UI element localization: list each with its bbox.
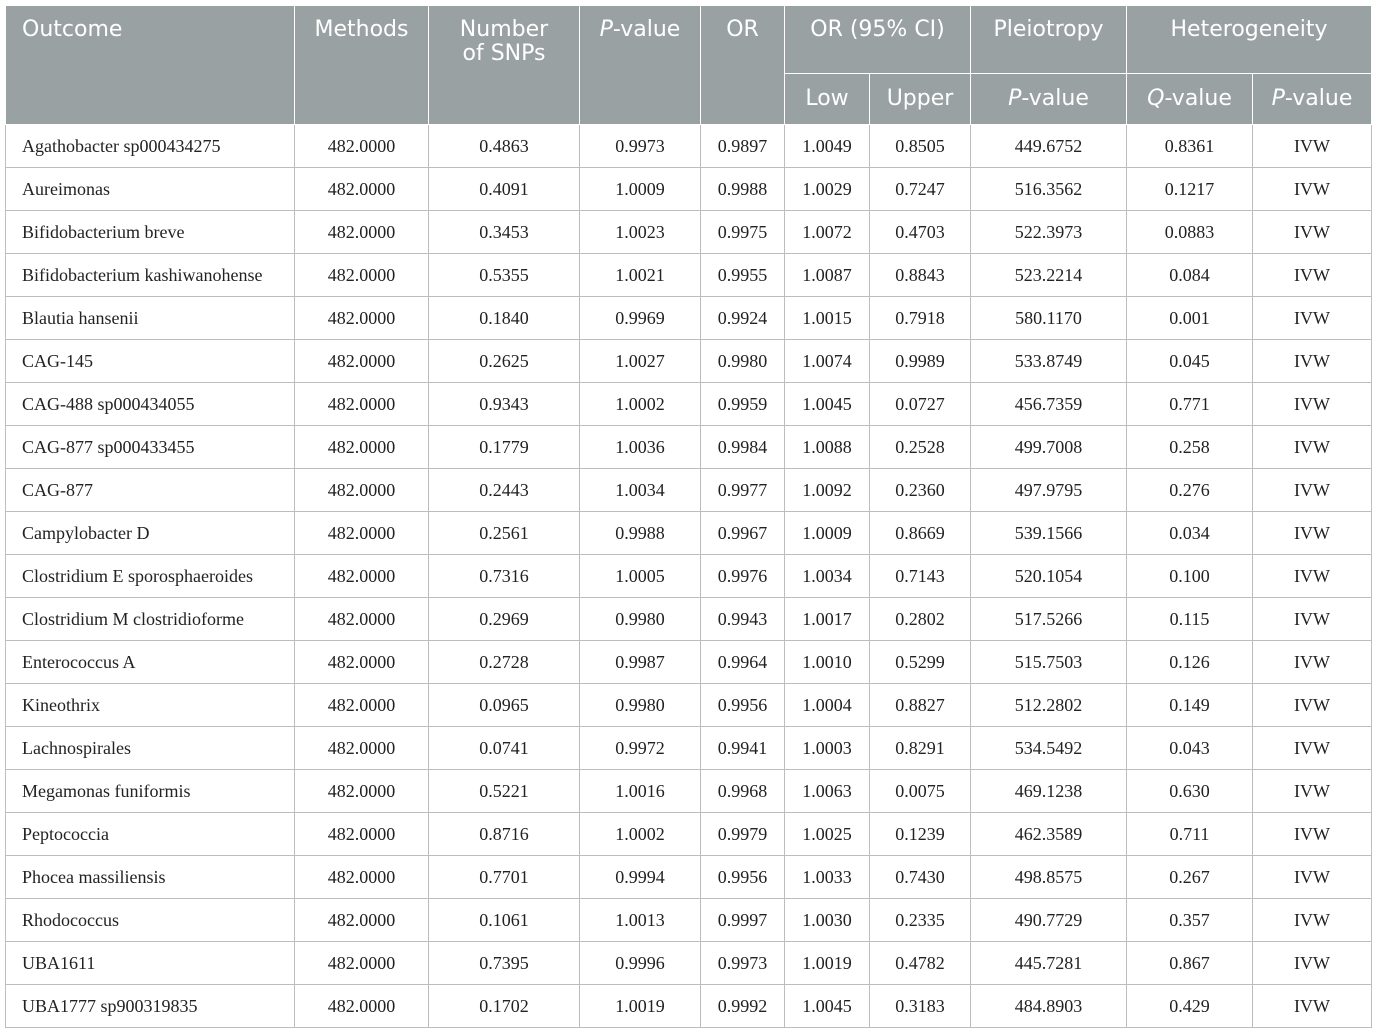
header-pleiotropy-p-rest: -value bbox=[1021, 86, 1089, 111]
or-low-cell: 1.0029 bbox=[785, 168, 870, 211]
heterogeneity-p-value-cell: IVW bbox=[1253, 856, 1372, 899]
heterogeneity-p-value-cell: IVW bbox=[1253, 168, 1372, 211]
or-cell: 0.9976 bbox=[701, 555, 785, 598]
or-low-cell: 1.0010 bbox=[785, 641, 870, 684]
table-row bbox=[6, 813, 1372, 856]
p-value-cell: 0.9994 bbox=[580, 856, 701, 899]
header-heterogeneity-p-italic: P bbox=[1271, 86, 1285, 111]
or-low-cell: 1.0088 bbox=[785, 426, 870, 469]
p-value-cell: 1.0005 bbox=[580, 555, 701, 598]
or-upper-cell: 0.8827 bbox=[870, 684, 971, 727]
heterogeneity-p-value-cell: IVW bbox=[1253, 469, 1372, 512]
outcome-cell: Clostridium E sporosphaeroides bbox=[6, 555, 295, 598]
table-row bbox=[6, 168, 1372, 211]
outcome-cell: Agathobacter sp000434275 bbox=[6, 125, 295, 168]
number-of-snps-cell: 0.2625 bbox=[429, 340, 580, 383]
pleiotropy-p-value-cell: 523.2214 bbox=[971, 254, 1127, 297]
or-upper-cell: 0.2802 bbox=[870, 598, 971, 641]
or-low-cell: 1.0034 bbox=[785, 555, 870, 598]
header-p-value bbox=[580, 6, 701, 125]
outcome-cell: Aureimonas bbox=[6, 168, 295, 211]
outcome-cell: Clostridium M clostridioforme bbox=[6, 598, 295, 641]
outcome-cell: UBA1611 bbox=[6, 942, 295, 985]
header-p-value-italic: P bbox=[599, 17, 613, 42]
or-upper-cell: 0.2335 bbox=[870, 899, 971, 942]
or-cell: 0.9977 bbox=[701, 469, 785, 512]
pleiotropy-p-value-cell: 498.8575 bbox=[971, 856, 1127, 899]
header-upper: Upper bbox=[870, 74, 971, 125]
header-p-value-rest: -value bbox=[612, 17, 681, 42]
or-upper-cell: 0.7918 bbox=[870, 297, 971, 340]
pleiotropy-p-value-cell: 456.7359 bbox=[971, 383, 1127, 426]
heterogeneity-p-value-cell: IVW bbox=[1253, 125, 1372, 168]
header-number-of-snps bbox=[429, 6, 580, 125]
pleiotropy-p-value-cell: 462.3589 bbox=[971, 813, 1127, 856]
heterogeneity-p-value-cell: IVW bbox=[1253, 297, 1372, 340]
or-upper-cell: 0.7143 bbox=[870, 555, 971, 598]
pleiotropy-p-value-cell: 449.6752 bbox=[971, 125, 1127, 168]
header-or: OR bbox=[701, 6, 785, 125]
results-table bbox=[5, 5, 1372, 1028]
heterogeneity-p-value-cell: IVW bbox=[1253, 684, 1372, 727]
p-value-cell: 1.0002 bbox=[580, 383, 701, 426]
number-of-snps-cell: 0.1779 bbox=[429, 426, 580, 469]
outcome-cell: Rhodococcus bbox=[6, 899, 295, 942]
q-value-cell: 0.630 bbox=[1127, 770, 1253, 813]
header-row-1 bbox=[6, 6, 1372, 74]
table-row bbox=[6, 469, 1372, 512]
number-of-snps-cell: 0.9343 bbox=[429, 383, 580, 426]
p-value-cell: 1.0027 bbox=[580, 340, 701, 383]
methods-cell: 482.0000 bbox=[295, 899, 429, 942]
pleiotropy-p-value-cell: 520.1054 bbox=[971, 555, 1127, 598]
table-row bbox=[6, 985, 1372, 1028]
or-low-cell: 1.0092 bbox=[785, 469, 870, 512]
or-upper-cell: 0.5299 bbox=[870, 641, 971, 684]
methods-cell: 482.0000 bbox=[295, 641, 429, 684]
table-row bbox=[6, 555, 1372, 598]
or-cell: 0.9943 bbox=[701, 598, 785, 641]
p-value-cell: 0.9988 bbox=[580, 512, 701, 555]
number-of-snps-cell: 0.5221 bbox=[429, 770, 580, 813]
header-q-value-italic: Q bbox=[1147, 86, 1165, 111]
p-value-cell: 1.0036 bbox=[580, 426, 701, 469]
header-pleiotropy-p-italic: P bbox=[1008, 86, 1022, 111]
or-low-cell: 1.0009 bbox=[785, 512, 870, 555]
p-value-cell: 0.9973 bbox=[580, 125, 701, 168]
number-of-snps-cell: 0.2969 bbox=[429, 598, 580, 641]
or-upper-cell: 0.4703 bbox=[870, 211, 971, 254]
methods-cell: 482.0000 bbox=[295, 813, 429, 856]
pleiotropy-p-value-cell: 517.5266 bbox=[971, 598, 1127, 641]
pleiotropy-p-value-cell: 533.8749 bbox=[971, 340, 1127, 383]
or-cell: 0.9955 bbox=[701, 254, 785, 297]
pleiotropy-p-value-cell: 539.1566 bbox=[971, 512, 1127, 555]
header-heterogeneity-p-rest: -value bbox=[1284, 86, 1353, 111]
q-value-cell: 0.149 bbox=[1127, 684, 1253, 727]
q-value-cell: 0.126 bbox=[1127, 641, 1253, 684]
p-value-cell: 0.9987 bbox=[580, 641, 701, 684]
methods-cell: 482.0000 bbox=[295, 770, 429, 813]
methods-cell: 482.0000 bbox=[295, 254, 429, 297]
or-low-cell: 1.0019 bbox=[785, 942, 870, 985]
outcome-cell: CAG-145 bbox=[6, 340, 295, 383]
methods-cell: 482.0000 bbox=[295, 168, 429, 211]
table-row bbox=[6, 297, 1372, 340]
outcome-cell: Bifidobacterium breve bbox=[6, 211, 295, 254]
or-cell: 0.9997 bbox=[701, 899, 785, 942]
table-row bbox=[6, 598, 1372, 641]
heterogeneity-p-value-cell: IVW bbox=[1253, 426, 1372, 469]
table-row bbox=[6, 899, 1372, 942]
methods-cell: 482.0000 bbox=[295, 125, 429, 168]
or-upper-cell: 0.7247 bbox=[870, 168, 971, 211]
number-of-snps-cell: 0.0741 bbox=[429, 727, 580, 770]
q-value-cell: 0.100 bbox=[1127, 555, 1253, 598]
pleiotropy-p-value-cell: 469.1238 bbox=[971, 770, 1127, 813]
number-of-snps-cell: 0.2728 bbox=[429, 641, 580, 684]
or-upper-cell: 0.8505 bbox=[870, 125, 971, 168]
header-q-value-rest: -value bbox=[1164, 86, 1232, 111]
or-cell: 0.9956 bbox=[701, 856, 785, 899]
header-low: Low bbox=[785, 74, 870, 125]
or-low-cell: 1.0049 bbox=[785, 125, 870, 168]
number-of-snps-cell: 0.7395 bbox=[429, 942, 580, 985]
heterogeneity-p-value-cell: IVW bbox=[1253, 254, 1372, 297]
or-cell: 0.9973 bbox=[701, 942, 785, 985]
q-value-cell: 0.258 bbox=[1127, 426, 1253, 469]
or-cell: 0.9924 bbox=[701, 297, 785, 340]
or-low-cell: 1.0063 bbox=[785, 770, 870, 813]
or-cell: 0.9980 bbox=[701, 340, 785, 383]
number-of-snps-cell: 0.8716 bbox=[429, 813, 580, 856]
or-cell: 0.9975 bbox=[701, 211, 785, 254]
or-upper-cell: 0.2528 bbox=[870, 426, 971, 469]
q-value-cell: 0.276 bbox=[1127, 469, 1253, 512]
header-outcome: Outcome bbox=[6, 6, 295, 125]
outcome-cell: Campylobacter D bbox=[6, 512, 295, 555]
methods-cell: 482.0000 bbox=[295, 340, 429, 383]
pleiotropy-p-value-cell: 534.5492 bbox=[971, 727, 1127, 770]
number-of-snps-cell: 0.7701 bbox=[429, 856, 580, 899]
pleiotropy-p-value-cell: 522.3973 bbox=[971, 211, 1127, 254]
number-of-snps-cell: 0.2443 bbox=[429, 469, 580, 512]
or-low-cell: 1.0072 bbox=[785, 211, 870, 254]
table-body bbox=[6, 125, 1372, 1028]
heterogeneity-p-value-cell: IVW bbox=[1253, 985, 1372, 1028]
heterogeneity-p-value-cell: IVW bbox=[1253, 899, 1372, 942]
or-cell: 0.9984 bbox=[701, 426, 785, 469]
q-value-cell: 0.711 bbox=[1127, 813, 1253, 856]
pleiotropy-p-value-cell: 499.7008 bbox=[971, 426, 1127, 469]
or-upper-cell: 0.9989 bbox=[870, 340, 971, 383]
methods-cell: 482.0000 bbox=[295, 856, 429, 899]
table-row bbox=[6, 942, 1372, 985]
p-value-cell: 0.9969 bbox=[580, 297, 701, 340]
outcome-cell: Peptococcia bbox=[6, 813, 295, 856]
outcome-cell: Megamonas funiformis bbox=[6, 770, 295, 813]
heterogeneity-p-value-cell: IVW bbox=[1253, 727, 1372, 770]
methods-cell: 482.0000 bbox=[295, 426, 429, 469]
or-upper-cell: 0.8669 bbox=[870, 512, 971, 555]
header-heterogeneity: Heterogeneity bbox=[1127, 6, 1372, 74]
or-low-cell: 1.0017 bbox=[785, 598, 870, 641]
table-row bbox=[6, 211, 1372, 254]
methods-cell: 482.0000 bbox=[295, 942, 429, 985]
pleiotropy-p-value-cell: 490.7729 bbox=[971, 899, 1127, 942]
methods-cell: 482.0000 bbox=[295, 598, 429, 641]
p-value-cell: 0.9996 bbox=[580, 942, 701, 985]
methods-cell: 482.0000 bbox=[295, 469, 429, 512]
outcome-cell: Blautia hansenii bbox=[6, 297, 295, 340]
outcome-cell: CAG-877 sp000433455 bbox=[6, 426, 295, 469]
or-upper-cell: 0.4782 bbox=[870, 942, 971, 985]
q-value-cell: 0.043 bbox=[1127, 727, 1253, 770]
outcome-cell: Bifidobacterium kashiwanohense bbox=[6, 254, 295, 297]
header-q-value bbox=[1127, 74, 1253, 125]
heterogeneity-p-value-cell: IVW bbox=[1253, 942, 1372, 985]
or-low-cell: 1.0015 bbox=[785, 297, 870, 340]
or-cell: 0.9967 bbox=[701, 512, 785, 555]
heterogeneity-p-value-cell: IVW bbox=[1253, 340, 1372, 383]
methods-cell: 482.0000 bbox=[295, 985, 429, 1028]
q-value-cell: 0.267 bbox=[1127, 856, 1253, 899]
outcome-cell: CAG-488 sp000434055 bbox=[6, 383, 295, 426]
heterogeneity-p-value-cell: IVW bbox=[1253, 598, 1372, 641]
header-heterogeneity-p-value bbox=[1253, 74, 1372, 125]
q-value-cell: 0.045 bbox=[1127, 340, 1253, 383]
methods-cell: 482.0000 bbox=[295, 211, 429, 254]
or-low-cell: 1.0003 bbox=[785, 727, 870, 770]
or-upper-cell: 0.7430 bbox=[870, 856, 971, 899]
number-of-snps-cell: 0.0965 bbox=[429, 684, 580, 727]
pleiotropy-p-value-cell: 484.8903 bbox=[971, 985, 1127, 1028]
or-upper-cell: 0.1239 bbox=[870, 813, 971, 856]
or-cell: 0.9968 bbox=[701, 770, 785, 813]
header-number-of-snps-line1: Number bbox=[459, 17, 549, 42]
number-of-snps-cell: 0.1061 bbox=[429, 899, 580, 942]
or-upper-cell: 0.8843 bbox=[870, 254, 971, 297]
table-row bbox=[6, 684, 1372, 727]
number-of-snps-cell: 0.1702 bbox=[429, 985, 580, 1028]
table-row bbox=[6, 641, 1372, 684]
methods-cell: 482.0000 bbox=[295, 297, 429, 340]
number-of-snps-cell: 0.7316 bbox=[429, 555, 580, 598]
heterogeneity-p-value-cell: IVW bbox=[1253, 512, 1372, 555]
table-header bbox=[6, 6, 1372, 125]
or-low-cell: 1.0033 bbox=[785, 856, 870, 899]
methods-cell: 482.0000 bbox=[295, 727, 429, 770]
pleiotropy-p-value-cell: 512.2802 bbox=[971, 684, 1127, 727]
heterogeneity-p-value-cell: IVW bbox=[1253, 211, 1372, 254]
or-low-cell: 1.0030 bbox=[785, 899, 870, 942]
or-low-cell: 1.0087 bbox=[785, 254, 870, 297]
or-cell: 0.9959 bbox=[701, 383, 785, 426]
or-cell: 0.9979 bbox=[701, 813, 785, 856]
heterogeneity-p-value-cell: IVW bbox=[1253, 383, 1372, 426]
p-value-cell: 0.9980 bbox=[580, 598, 701, 641]
table-row bbox=[6, 125, 1372, 168]
number-of-snps-cell: 0.1840 bbox=[429, 297, 580, 340]
outcome-cell: UBA1777 sp900319835 bbox=[6, 985, 295, 1028]
header-or-ci: OR (95% CI) bbox=[785, 6, 971, 74]
or-cell: 0.9956 bbox=[701, 684, 785, 727]
table-row bbox=[6, 512, 1372, 555]
header-pleiotropy-p-value bbox=[971, 74, 1127, 125]
p-value-cell: 1.0019 bbox=[580, 985, 701, 1028]
methods-cell: 482.0000 bbox=[295, 383, 429, 426]
q-value-cell: 0.867 bbox=[1127, 942, 1253, 985]
heterogeneity-p-value-cell: IVW bbox=[1253, 770, 1372, 813]
p-value-cell: 1.0034 bbox=[580, 469, 701, 512]
or-low-cell: 1.0004 bbox=[785, 684, 870, 727]
or-cell: 0.9992 bbox=[701, 985, 785, 1028]
table-row bbox=[6, 254, 1372, 297]
p-value-cell: 1.0021 bbox=[580, 254, 701, 297]
or-upper-cell: 0.2360 bbox=[870, 469, 971, 512]
q-value-cell: 0.001 bbox=[1127, 297, 1253, 340]
or-cell: 0.9897 bbox=[701, 125, 785, 168]
number-of-snps-cell: 0.4863 bbox=[429, 125, 580, 168]
header-methods: Methods bbox=[295, 6, 429, 125]
q-value-cell: 0.034 bbox=[1127, 512, 1253, 555]
or-cell: 0.9941 bbox=[701, 727, 785, 770]
heterogeneity-p-value-cell: IVW bbox=[1253, 813, 1372, 856]
or-upper-cell: 0.0727 bbox=[870, 383, 971, 426]
number-of-snps-cell: 0.5355 bbox=[429, 254, 580, 297]
number-of-snps-cell: 0.2561 bbox=[429, 512, 580, 555]
or-upper-cell: 0.8291 bbox=[870, 727, 971, 770]
table-row bbox=[6, 727, 1372, 770]
pleiotropy-p-value-cell: 445.7281 bbox=[971, 942, 1127, 985]
header-pleiotropy: Pleiotropy bbox=[971, 6, 1127, 74]
header-number-of-snps-line2: of SNPs bbox=[462, 41, 546, 66]
q-value-cell: 0.8361 bbox=[1127, 125, 1253, 168]
p-value-cell: 0.9972 bbox=[580, 727, 701, 770]
pleiotropy-p-value-cell: 515.7503 bbox=[971, 641, 1127, 684]
pleiotropy-p-value-cell: 497.9795 bbox=[971, 469, 1127, 512]
p-value-cell: 0.9980 bbox=[580, 684, 701, 727]
pleiotropy-p-value-cell: 580.1170 bbox=[971, 297, 1127, 340]
outcome-cell: Phocea massiliensis bbox=[6, 856, 295, 899]
q-value-cell: 0.0883 bbox=[1127, 211, 1253, 254]
table-row bbox=[6, 383, 1372, 426]
or-cell: 0.9964 bbox=[701, 641, 785, 684]
outcome-cell: Kineothrix bbox=[6, 684, 295, 727]
methods-cell: 482.0000 bbox=[295, 512, 429, 555]
or-cell: 0.9988 bbox=[701, 168, 785, 211]
outcome-cell: CAG-877 bbox=[6, 469, 295, 512]
or-low-cell: 1.0045 bbox=[785, 383, 870, 426]
q-value-cell: 0.1217 bbox=[1127, 168, 1253, 211]
q-value-cell: 0.084 bbox=[1127, 254, 1253, 297]
outcome-cell: Lachnospirales bbox=[6, 727, 295, 770]
p-value-cell: 1.0009 bbox=[580, 168, 701, 211]
table-row bbox=[6, 426, 1372, 469]
p-value-cell: 1.0023 bbox=[580, 211, 701, 254]
table-row bbox=[6, 856, 1372, 899]
q-value-cell: 0.429 bbox=[1127, 985, 1253, 1028]
or-upper-cell: 0.0075 bbox=[870, 770, 971, 813]
methods-cell: 482.0000 bbox=[295, 684, 429, 727]
heterogeneity-p-value-cell: IVW bbox=[1253, 555, 1372, 598]
p-value-cell: 1.0013 bbox=[580, 899, 701, 942]
q-value-cell: 0.115 bbox=[1127, 598, 1253, 641]
p-value-cell: 1.0016 bbox=[580, 770, 701, 813]
number-of-snps-cell: 0.4091 bbox=[429, 168, 580, 211]
number-of-snps-cell: 0.3453 bbox=[429, 211, 580, 254]
outcome-cell: Enterococcus A bbox=[6, 641, 295, 684]
heterogeneity-p-value-cell: IVW bbox=[1253, 641, 1372, 684]
pleiotropy-p-value-cell: 516.3562 bbox=[971, 168, 1127, 211]
methods-cell: 482.0000 bbox=[295, 555, 429, 598]
q-value-cell: 0.771 bbox=[1127, 383, 1253, 426]
or-low-cell: 1.0045 bbox=[785, 985, 870, 1028]
p-value-cell: 1.0002 bbox=[580, 813, 701, 856]
or-low-cell: 1.0025 bbox=[785, 813, 870, 856]
q-value-cell: 0.357 bbox=[1127, 899, 1253, 942]
or-low-cell: 1.0074 bbox=[785, 340, 870, 383]
or-upper-cell: 0.3183 bbox=[870, 985, 971, 1028]
table-row bbox=[6, 770, 1372, 813]
table-row bbox=[6, 340, 1372, 383]
